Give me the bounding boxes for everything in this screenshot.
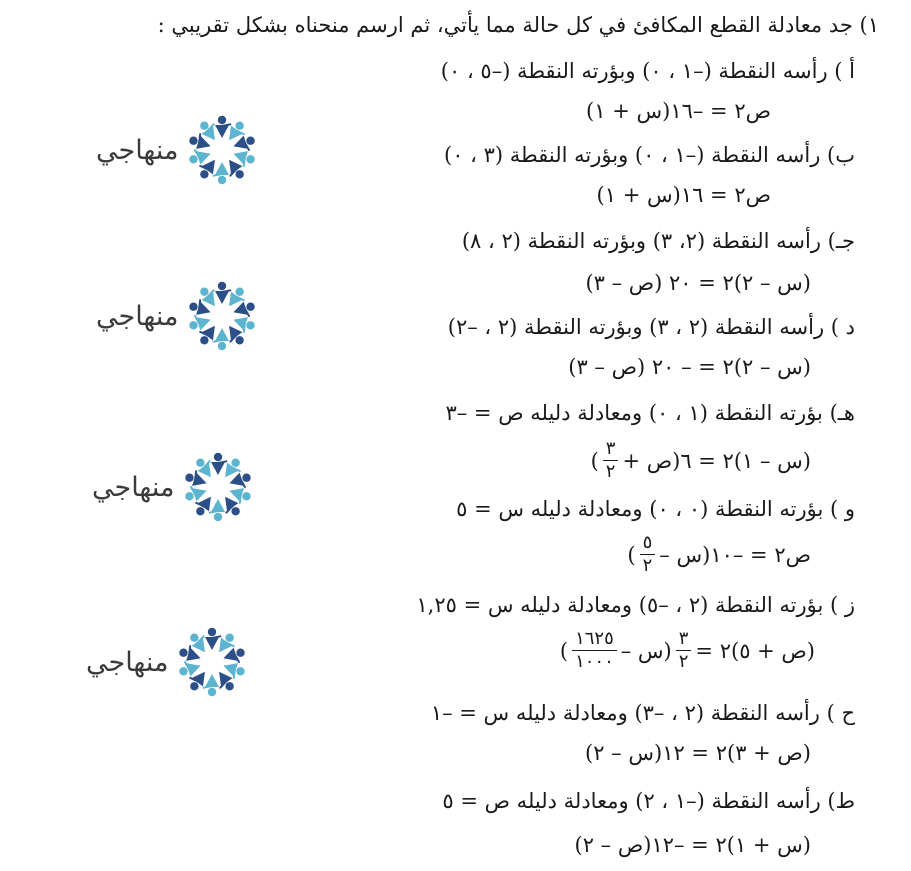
flower-people-logo-icon (180, 449, 256, 525)
item-d-given: د ) رأسه النقطة (٢ ، ٣) وبؤرته النقطة (٢ ، –٢) (447, 315, 855, 339)
fraction: $\frac{٥}{٢}$ (640, 534, 656, 575)
item-c-given: جـ) رأسه النقطة (٢، ٣) وبؤرته النقطة (٢ ، ٨) (461, 229, 855, 253)
flower-people-logo-icon (184, 112, 260, 188)
fraction: $\frac{٣}{٢}$ (676, 630, 692, 671)
item-b-given: ب) رأسه النقطة (–١ ، ٠) وبؤرته النقطة (٣ ، ٠) (444, 143, 855, 167)
item-e-answer: (س – ١)٢ = ٦(ص + $\frac{٣}{٢}$ ) (590, 438, 811, 482)
item-f-given: و ) بؤرته النقطة (٠ ، ٠) ومعادلة دليله س = ٥ (456, 497, 855, 521)
question-heading: ١) جد معادلة القطع المكافئ في كل حالة مما يأتي، ثم ارسم منحناه بشكل تقريبي : (157, 13, 879, 37)
manhaji-logo (92, 449, 256, 525)
item-f-answer: ص٢ = –١٠(س – $\frac{٥}{٢}$ ) (627, 532, 811, 576)
item-b-answer: ص٢ = ١٦(س + ١) (596, 183, 771, 207)
fraction: $\frac{٣}{٢}$ (603, 440, 619, 481)
manhaji-logo (86, 624, 250, 700)
item-e-given: هـ) بؤرته النقطة (١ ، ٠) ومعادلة دليله ص = –٣ (445, 401, 855, 425)
flower-people-logo-icon (184, 278, 260, 354)
logo-text: منهاجي (96, 300, 179, 332)
item-h-answer: (ص + ٣)٢ = ١٢(س – ٢) (585, 741, 811, 765)
item-h-given: ح ) رأسه النقطة (٢ ، –٣) ومعادلة دليله س = –١ (430, 701, 855, 725)
item-g-given: ز ) بؤرته النقطة (٢ ، –٥) ومعادلة دليله س = ١,٢٥ (416, 593, 855, 617)
logo-text: منهاجي (86, 646, 169, 678)
item-i-answer: (س + ١)٢ = –١٢(ص – ٢) (574, 833, 811, 857)
logo-text: منهاجي (96, 134, 179, 166)
item-a-given: أ ) رأسه النقطة (–١ ، ٠) وبؤرته النقطة (–٥ ، ٠) (440, 59, 855, 83)
manhaji-logo (96, 278, 260, 354)
fraction: $\frac{١٦٢٥}{١٠٠٠}$ (572, 630, 617, 671)
logo-text: منهاجي (92, 471, 175, 503)
manhaji-logo (96, 112, 260, 188)
item-a-answer: ص٢ = –١٦(س + ١) (586, 99, 771, 123)
item-d-answer: (س – ٢)٢ = – ٢٠ (ص – ٣) (568, 355, 811, 379)
item-g-answer: (ص + ٥)٢ = $\frac{٣}{٢}$ (س – $\frac{١٦٢٥}{١٠٠٠}$ ) (559, 628, 815, 672)
item-c-answer: (س – ٢)٢ = ٢٠ (ص – ٣) (585, 271, 811, 295)
item-i-given: ط) رأسه النقطة (–١ ، ٢) ومعادلة دليله ص = ٥ (442, 789, 855, 813)
flower-people-logo-icon (174, 624, 250, 700)
